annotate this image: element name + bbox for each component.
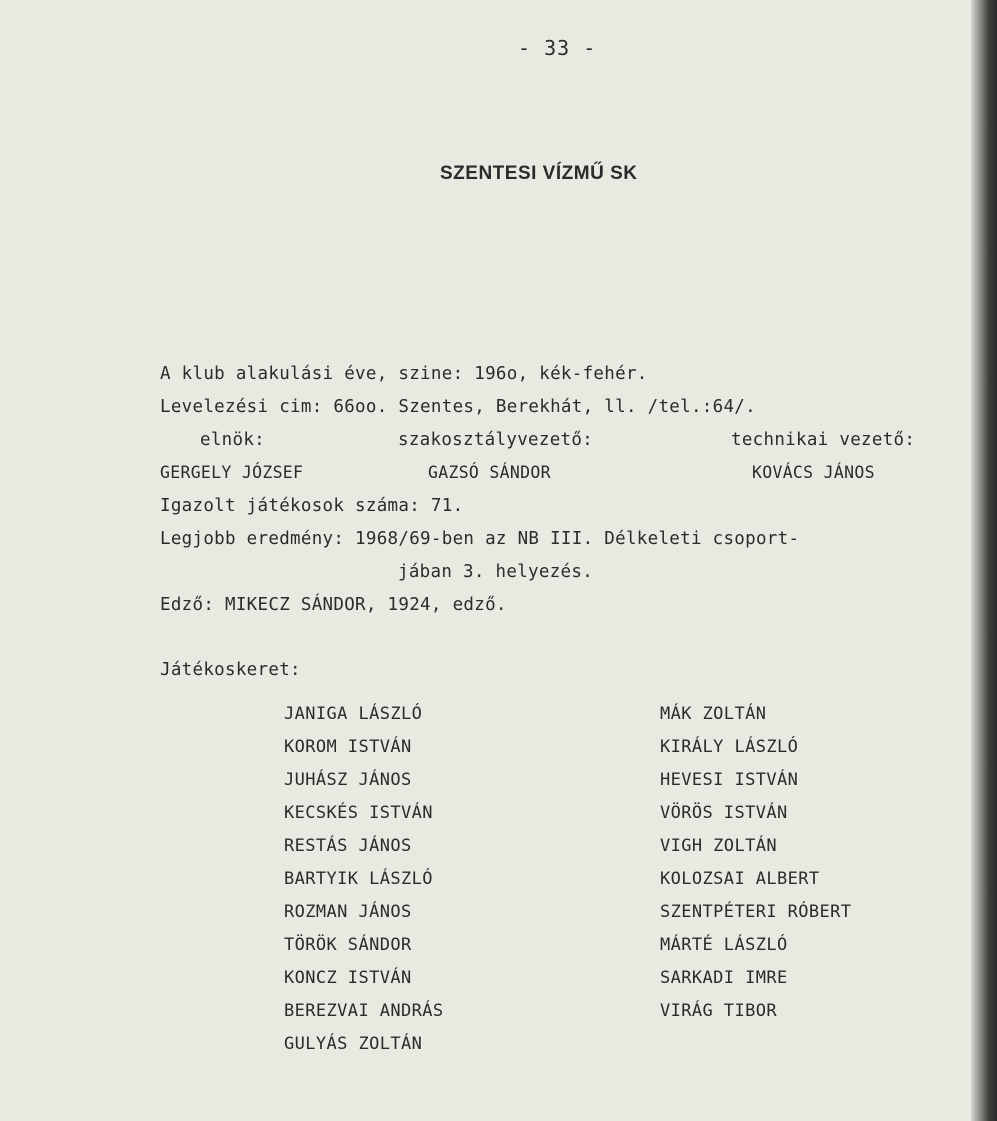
role-president: elnök: <box>200 430 266 450</box>
squad-right-item: VIRÁG TIBOR <box>660 1001 777 1021</box>
squad-right-item: SZENTPÉTERI RÓBERT <box>660 902 852 922</box>
squad-right-item: MÁK ZOLTÁN <box>660 704 767 724</box>
squad-left-item: JANIGA LÁSZLÓ <box>284 704 423 724</box>
players-count-line: Igazolt játékosok száma: 71. <box>160 496 464 516</box>
squad-right-item: KOLOZSAI ALBERT <box>660 869 820 889</box>
name-section-leader: GAZSÓ SÁNDOR <box>428 463 551 482</box>
page-edge-shadow <box>971 0 997 1121</box>
club-title: SZENTESI VÍZMŰ SK <box>440 163 638 184</box>
squad-right-item: SARKADI IMRE <box>660 968 788 988</box>
squad-label: Játékoskeret: <box>160 660 301 680</box>
squad-left-item: TÖRÖK SÁNDOR <box>284 935 412 955</box>
best-result-line-1: Legjobb eredmény: 1968/69-ben az NB III. Délkeleti csoport- <box>160 529 800 549</box>
founding-line: A klub alakulási éve, szine: 196o, kék-fehér. <box>160 364 648 384</box>
squad-left-item: BEREZVAI ANDRÁS <box>284 1001 444 1021</box>
squad-left-item: ROZMAN JÁNOS <box>284 902 412 922</box>
name-president: GERGELY JÓZSEF <box>160 463 304 482</box>
squad-left-item: RESTÁS JÁNOS <box>284 836 412 856</box>
role-technical-leader: technikai vezető: <box>731 430 916 450</box>
address-line: Levelezési cim: 66oo. Szentes, Berekhát, ll. /tel.:64/. <box>160 397 756 417</box>
squad-left-item: BARTYIK LÁSZLÓ <box>284 869 433 889</box>
squad-right-item: KIRÁLY LÁSZLÓ <box>660 737 799 757</box>
squad-left-item: KECSKÉS ISTVÁN <box>284 803 433 823</box>
best-result-line-2: jában 3. helyezés. <box>398 562 594 582</box>
role-section-leader: szakosztályvezető: <box>398 430 594 450</box>
name-technical-leader: KOVÁCS JÁNOS <box>752 463 875 482</box>
page-number: - 33 - <box>518 36 597 60</box>
squad-right-item: VÖRÖS ISTVÁN <box>660 803 788 823</box>
squad-left-item: KOROM ISTVÁN <box>284 737 412 757</box>
coach-line: Edző: MIKECZ SÁNDOR, 1924, edző. <box>160 595 507 615</box>
squad-right-item: MÁRTÉ LÁSZLÓ <box>660 935 788 955</box>
squad-right-item: HEVESI ISTVÁN <box>660 770 799 790</box>
squad-left-item: GULYÁS ZOLTÁN <box>284 1034 423 1054</box>
squad-left-item: KONCZ ISTVÁN <box>284 968 412 988</box>
squad-right-item: VIGH ZOLTÁN <box>660 836 777 856</box>
squad-left-item: JUHÁSZ JÁNOS <box>284 770 412 790</box>
